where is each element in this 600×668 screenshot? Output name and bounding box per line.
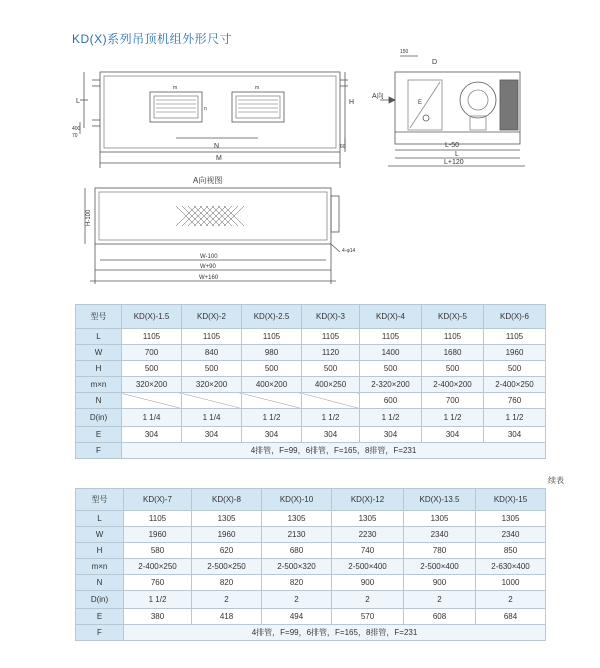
filter-mesh — [176, 206, 244, 226]
table-cell: 304 — [484, 427, 546, 443]
table-header-cell: KD(X)-7 — [124, 489, 192, 511]
row-label: W — [76, 527, 124, 543]
table-cell: 820 — [262, 575, 332, 591]
table-cell: 2-400×250 — [484, 377, 546, 393]
table-cell: 850 — [476, 543, 546, 559]
row-label: D(in) — [76, 591, 124, 609]
table-cell: 1105 — [484, 329, 546, 345]
row-label: H — [76, 543, 124, 559]
table-cell: 380 — [124, 609, 192, 625]
row-label: F — [76, 443, 122, 459]
table-cell: 600 — [360, 393, 422, 409]
table-cell: 1960 — [484, 345, 546, 361]
table-cell: 1105 — [124, 511, 192, 527]
table-cell: 608 — [404, 609, 476, 625]
table-row — [76, 559, 546, 575]
table-cell: 820 — [192, 575, 262, 591]
table-row — [76, 591, 546, 609]
table-cell: 2 — [404, 591, 476, 609]
dim-side-L120: L+120 — [444, 159, 464, 166]
table-header-cell: KD(X)-4 — [360, 305, 422, 329]
row-label: N — [76, 575, 124, 591]
table-cell: 780 — [404, 543, 476, 559]
table-cell: 2-400×250 — [124, 559, 192, 575]
dim-top-60: 60 — [340, 144, 346, 150]
table-cell-empty — [242, 393, 302, 409]
table-cell-merged: 4排管，F=99，6排管，F=165，8排管，F=231 — [122, 443, 546, 459]
spec-table-1 — [75, 304, 546, 459]
table-header-cell: 型号 — [76, 305, 122, 329]
table-header-cell: KD(X)-13.5 — [404, 489, 476, 511]
dim-top-M: M — [216, 155, 222, 162]
table-header-cell: KD(X)-3 — [302, 305, 360, 329]
dim-side-L50: L-50 — [445, 142, 460, 149]
fan-outlet-left — [150, 92, 202, 122]
table-header-cell: KD(X)-15 — [476, 489, 546, 511]
table-cell: 320×200 — [122, 377, 182, 393]
table-cell: 2 — [192, 591, 262, 609]
fan-wheel — [460, 82, 496, 118]
table-header-cell: KD(X)-12 — [332, 489, 404, 511]
table-cell: 304 — [182, 427, 242, 443]
row-label: L — [76, 329, 122, 345]
table-cell: 400×250 — [302, 377, 360, 393]
table-cell: 1960 — [192, 527, 262, 543]
row-label: F — [76, 625, 124, 641]
table-row — [76, 345, 546, 361]
table-row — [76, 377, 546, 393]
table-cell-empty — [302, 393, 360, 409]
table-cell: 1105 — [302, 329, 360, 345]
table-cell: 2-500×400 — [404, 559, 476, 575]
table-cell: 1400 — [360, 345, 422, 361]
table-cell: 2230 — [332, 527, 404, 543]
table-row — [76, 543, 546, 559]
dim-bot-W160: W+160 — [199, 275, 219, 281]
view-label: A向视图 — [193, 176, 223, 185]
table-row — [76, 609, 546, 625]
table-cell: 500 — [122, 361, 182, 377]
table-cell: 2130 — [262, 527, 332, 543]
table-cell: 760 — [124, 575, 192, 591]
dim-top-n: n — [204, 106, 207, 112]
table-header-cell: KD(X)-1.5 — [122, 305, 182, 329]
dim-side-L: L — [455, 151, 459, 158]
row-label: E — [76, 609, 124, 625]
dim-bot-W90: W+90 — [200, 264, 216, 270]
row-label: m×n — [76, 559, 124, 575]
row-label: E — [76, 427, 122, 443]
table-cell: 418 — [192, 609, 262, 625]
front-view-body — [100, 72, 340, 152]
dim-top-d1: 400 — [72, 126, 81, 132]
table-cell: 760 — [484, 393, 546, 409]
table-cell: 1 1/2 — [124, 591, 192, 609]
table-header-cell: KD(X)-6 — [484, 305, 546, 329]
dim-top-L: L — [76, 98, 80, 105]
dim-top-N: N — [214, 143, 220, 150]
table-cell: 1 1/4 — [182, 409, 242, 427]
table-cell: 900 — [332, 575, 404, 591]
dim-side-D: D — [432, 59, 438, 66]
table-row — [76, 361, 546, 377]
table-cell-merged: 4排管，F=99，6排管，F=165，8排管，F=231 — [124, 625, 546, 641]
table-cell: 1305 — [332, 511, 404, 527]
table-cell: 1105 — [422, 329, 484, 345]
table-cell: 400×200 — [242, 377, 302, 393]
table-cell-empty — [182, 393, 242, 409]
dim-bot-W100: W-100 — [200, 254, 218, 260]
table-cell: 2-630×400 — [476, 559, 546, 575]
table-cell: 900 — [404, 575, 476, 591]
table-header-cell: KD(X)-5 — [422, 305, 484, 329]
table-cell: 2-500×400 — [332, 559, 404, 575]
table-cell: 304 — [422, 427, 484, 443]
table-row — [76, 527, 546, 543]
table-cell: 684 — [476, 609, 546, 625]
table-cell: 2 — [332, 591, 404, 609]
table-cell: 2 — [476, 591, 546, 609]
table-cell: 620 — [192, 543, 262, 559]
dim-side-150: 150 — [400, 49, 409, 55]
table-cell: 580 — [124, 543, 192, 559]
continued-label: 续表 — [548, 476, 564, 485]
dim-top-m1: m — [173, 85, 178, 91]
table-cell: 1960 — [124, 527, 192, 543]
table-cell: 2-500×320 — [262, 559, 332, 575]
table-cell: 1105 — [360, 329, 422, 345]
table-row — [76, 443, 546, 459]
table-cell: 1305 — [404, 511, 476, 527]
dim-top-d2: 70 — [72, 133, 78, 139]
table-header-cell: KD(X)-2.5 — [242, 305, 302, 329]
table-header-row — [76, 489, 546, 511]
bottom-view-body — [95, 188, 331, 244]
table-cell: 2 — [262, 591, 332, 609]
table-cell: 1105 — [122, 329, 182, 345]
table-row — [76, 393, 546, 409]
table-cell: 304 — [242, 427, 302, 443]
fan-outlet-right — [232, 92, 284, 122]
table-cell: 1 1/2 — [242, 409, 302, 427]
table-cell: 1120 — [302, 345, 360, 361]
table-cell: 840 — [182, 345, 242, 361]
table-row — [76, 511, 546, 527]
table-cell: 304 — [122, 427, 182, 443]
table-row — [76, 409, 546, 427]
row-label: L — [76, 511, 124, 527]
row-label: H — [76, 361, 122, 377]
table-cell: 2-320×200 — [360, 377, 422, 393]
table-cell: 500 — [242, 361, 302, 377]
table-cell: 1000 — [476, 575, 546, 591]
spec-table-2 — [75, 488, 546, 641]
table-cell: 700 — [122, 345, 182, 361]
table-cell: 680 — [262, 543, 332, 559]
table-cell: 500 — [302, 361, 360, 377]
table-cell: 980 — [242, 345, 302, 361]
table-row — [76, 575, 546, 591]
table-cell: 500 — [484, 361, 546, 377]
row-label: D(in) — [76, 409, 122, 427]
table-cell: 1 1/2 — [360, 409, 422, 427]
table-cell: 1 1/4 — [122, 409, 182, 427]
table-cell-empty — [122, 393, 182, 409]
table-cell: 570 — [332, 609, 404, 625]
arrow-label-A: A向 — [372, 93, 384, 100]
table-cell: 494 — [262, 609, 332, 625]
table-row — [76, 329, 546, 345]
table-cell: 2-400×200 — [422, 377, 484, 393]
table-cell: 500 — [422, 361, 484, 377]
table-cell: 1 1/2 — [422, 409, 484, 427]
table-cell: 740 — [332, 543, 404, 559]
table-cell: 320×200 — [182, 377, 242, 393]
table-cell: 1305 — [476, 511, 546, 527]
row-label: W — [76, 345, 122, 361]
table-header-row — [76, 305, 546, 329]
row-label: N — [76, 393, 122, 409]
table-cell: 1305 — [192, 511, 262, 527]
table-cell: 1105 — [242, 329, 302, 345]
table-header-cell: KD(X)-2 — [182, 305, 242, 329]
table-cell: 1680 — [422, 345, 484, 361]
dim-top-m2: m — [255, 85, 260, 91]
table-cell: 1 1/2 — [302, 409, 360, 427]
table-cell: 500 — [360, 361, 422, 377]
table-cell: 2340 — [404, 527, 476, 543]
table-header-cell: KD(X)-8 — [192, 489, 262, 511]
table-cell: 1 1/2 — [484, 409, 546, 427]
table-cell: 304 — [302, 427, 360, 443]
dim-bot-H100: H-100 — [86, 209, 92, 226]
table-cell: 700 — [422, 393, 484, 409]
dimension-drawings — [0, 0, 600, 300]
table-cell: 1305 — [262, 511, 332, 527]
dim-top-H: H — [349, 99, 355, 106]
table-cell: 2-500×250 — [192, 559, 262, 575]
table-header-cell: KD(X)-10 — [262, 489, 332, 511]
table-cell: 500 — [182, 361, 242, 377]
dim-bot-hole: 4-φ14 — [342, 248, 356, 254]
dim-side-E: E — [418, 100, 423, 106]
table-row — [76, 427, 546, 443]
table-cell: 2340 — [476, 527, 546, 543]
page-title: KD(X)系列吊顶机组外形尺寸 — [72, 32, 233, 46]
row-label: m×n — [76, 377, 122, 393]
table-row — [76, 625, 546, 641]
table-header-cell: 型号 — [76, 489, 124, 511]
table-cell: 304 — [360, 427, 422, 443]
table-cell: 1105 — [182, 329, 242, 345]
